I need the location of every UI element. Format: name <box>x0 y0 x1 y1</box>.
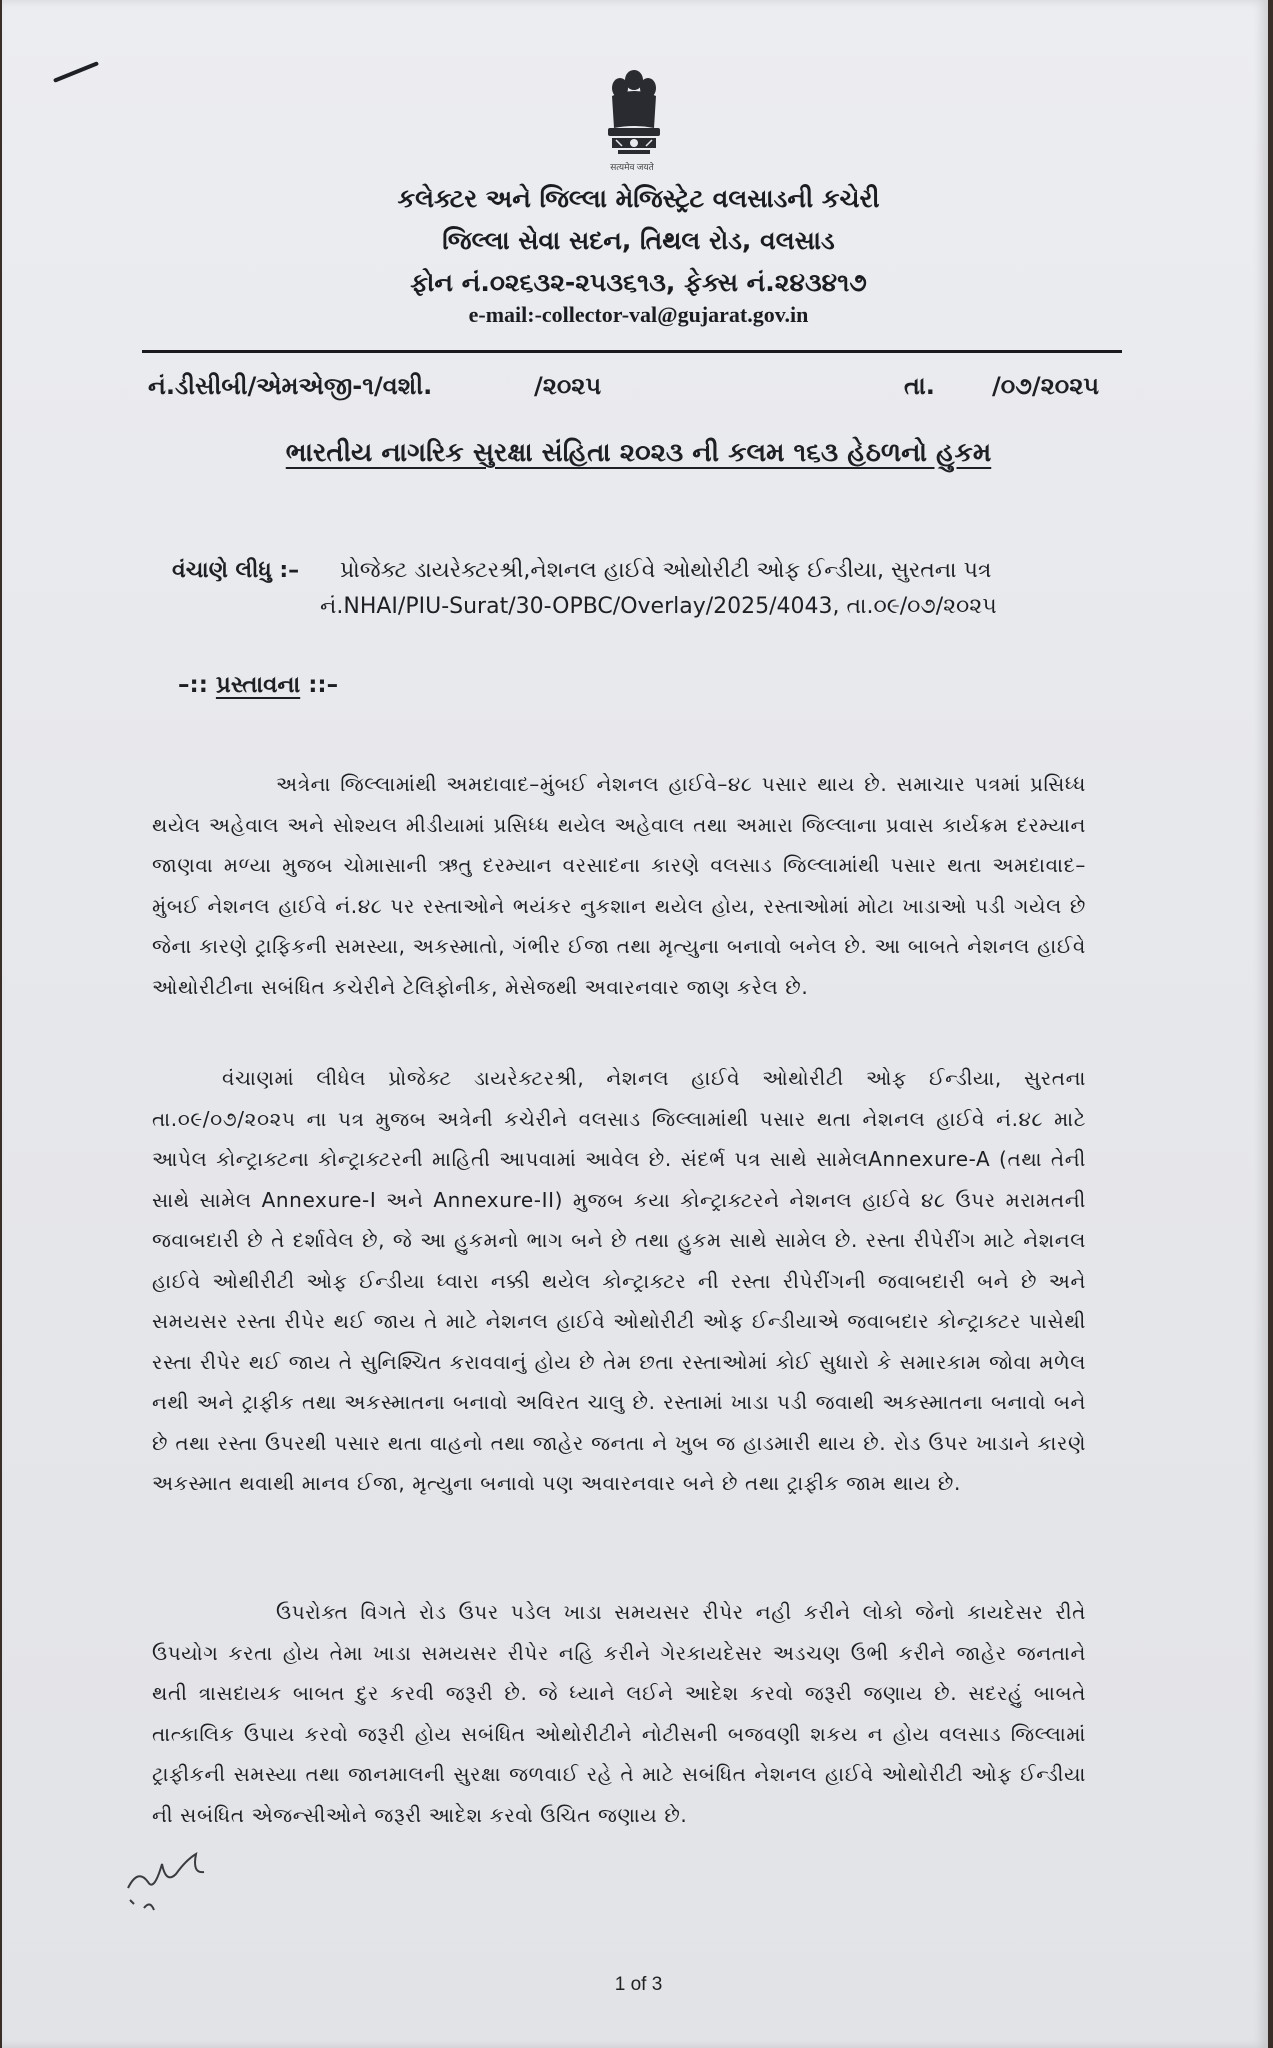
office-address: જિલ્લા સેવા સદન, તિથલ રોડ, વલસાડ <box>442 226 835 255</box>
office-phone-fax: ફોન નં.૦૨૬૩૨-૨૫૩૬૧૩, ફેક્સ નં.૨૪૩૪૧૭ <box>410 268 867 297</box>
pen-mark <box>53 61 99 83</box>
preamble-title: પ્રસ્તાવના <box>215 672 301 698</box>
read-reference-line1: પ્રોજેક્ટ ડાયરેક્ટરશ્રી,નેશનલ હાઈવે ઓથોરીટી ઓફ ઈન્ડીયા, સુરતના પત્ર <box>340 558 992 583</box>
preamble-heading <box>178 672 338 698</box>
reference-number: નં.ડીસીબી/એમએજી-૧/વશી. <box>148 372 433 400</box>
emblem-motto: सत्यमेव जयते <box>610 162 654 172</box>
office-email: e-mail:-collector-val@gujarat.gov.in <box>468 302 809 327</box>
reference-date: /૦૭/૨૦૨૫ <box>992 372 1100 400</box>
document-page <box>2 0 1268 2048</box>
office-name: કલેક્ટર અને જિલ્લા મેજિસ્ટ્રેટ વલસાડની કચેરી <box>397 184 880 213</box>
preamble-prefix: –:: <box>178 672 216 698</box>
reference-year: /૨૦૨૫ <box>534 372 602 400</box>
paragraph-2: વંચાણમાં લીધેલ પ્રોજેક્ટ ડાયરેક્ટરશ્રી, નેશનલ હાઈવે ઓથોરીટી ઓફ ઈન્ડીયા, સુરતના તા.૦૯/૦૭/૨૦૨૫ ના પત્ર મુજબ અત્રેની કચેરીને વલસાડ જિલ્લામાંથી પસાર થતા નેશનલ હાઈવે નં.૪૮ માટે આપેલ કોન્ટ્રાક્ટના કોન્ટ્રાક્ટરની માહિતી આપવામાં આવેલ છે. સંદર્ભ પત્ર સાથે સામેલAnnexure-A (તથા તેની સાથે સામેલ Annexure-I અને Annexure-II) મુજબ કયા કોન્ટ્રાક્ટરને નેશનલ હાઈવે ૪૮ ઉપર મરામતની જવાબદારી છે તે દર્શાવેલ છે, જે આ હુકમનો ભાગ બને છે તથા હુકમ સાથે સામેલ છે. રસ્તા રીપેરીંગ માટે નેશનલ હાઈવે ઓથીરીટી ઓફ ઈન્ડીયા ધ્વારા નક્કી થયેલ કોન્ટ્રાક્ટર ની રસ્તા રીપેરીંગની જવાબદારી બને છે અને સમયસર રસ્તા રીપેર થઈ જાય તે માટે નેશનલ હાઈવે ઓથોરીટી ઓફ ઈન્ડીયાએ જવાબદાર કોન્ટ્રાક્ટર પાસેથી રસ્તા રીપેર થઈ જાય તે સુનિશ્ચિત કરાવવાનું હોય છે તેમ છતા રસ્તાઓમાં કોઈ સુધારો કે સમારકામ જોવા મળેલ નથી અને ટ્રાફીક તથા અકસ્માતના બનાવો અવિરત ચાલુ છે. રસ્તામાં ખાડા પડી જવાથી અકસ્માતના બનાવો બને છે તથા રસ્તા ઉપરથી પસાર થતા વાહનો તથા જાહેર જનતા ને ખુબ જ હાડમારી થાય છે. રોડ ઉપર ખાડાને કારણે અકસ્માત થવાથી માનવ ઈજા, મૃત્યુના બનાવો પણ અવારનવાર બને છે તથા ટ્રાફીક જામ થાય છે. <box>152 1066 1087 1495</box>
read-label: વંચાણે લીધુ :– <box>172 558 300 583</box>
read-reference-line2: નં.NHAI/PIU-Surat/30-OPBC/Overlay/2025/4043, તા.૦૯/૦૭/૨૦૨૫ <box>320 594 997 619</box>
preamble-suffix: ::– <box>300 672 339 698</box>
initials-signature <box>120 1848 240 1918</box>
header-divider <box>142 350 1122 353</box>
date-label: તા. <box>904 372 935 400</box>
paragraph-1: અત્રેના જિલ્લામાંથી અમદાવાદ–મુંબઈ નેશનલ હાઈવે–૪૮ પસાર થાય છે. સમાચાર પત્રમાં પ્રસિધ્ધ થયેલ અહેવાલ અને સોશ્યલ મીડીયામાં પ્રસિધ્ધ થયેલ અહેવાલ તથા અમારા જિલ્લાના પ્રવાસ કાર્યક્રમ દરમ્યાન જાણવા મળ્યા મુજબ ચોમાસાની ઋતુ દરમ્યાન વરસાદના કારણે વલસાડ જિલ્લામાંથી પસાર થતા અમદાવાદ–મુંબઈ નેશનલ હાઈવે નં.૪૮ પર રસ્તાઓને ભયંકર નુકશાન થયેલ હોય, રસ્તાઓમાં મોટા ખાડાઓ પડી ગયેલ છે જેના કારણે ટ્રાફિકની સમસ્યા, અકસ્માતો, ગંભીર ઈજા તથા મૃત્યુના બનાવો બનેલ છે. આ બાબતે નેશનલ હાઈવે ઓથોરીટીના સબંધિત કચેરીને ટેલિફોનીક, મેસેજથી અવારનવાર જાણ કરેલ છે. <box>152 772 1086 999</box>
order-title: ભારતીય નાગરિક સુરક્ષા સંહિતા ૨૦૨૩ ની કલમ ૧૬૩ હેઠળનો હુકમ <box>285 438 992 468</box>
page-number: 1 of 3 <box>614 1974 663 1995</box>
paragraph-3: ઉપરોક્ત વિગતે રોડ ઉપર પડેલ ખાડા સમયસર રીપેર નહી કરીને લોકો જેનો કાયદેસર રીતે ઉપયોગ કરતા હોય તેમા ખાડા સમયસર રીપેર નહિ કરીને ગેરકાયદેસર અડચણ ઉભી કરીને જાહેર જનતાને થતી ત્રાસદાયક બાબત દુર કરવી જરૂરી છે. જે ધ્યાને લઈને આદેશ કરવો જરૂરી જણાય છે. સદરહું બાબતે તાત્કાલિક ઉપાય કરવો જરૂરી હોય સબંધિત ઓથોરીટીને નોટીસની બજવણી શકય ન હોય વલસાડ જિલ્લામાં ટ્રાફીકની સમસ્યા તથા જાનમાલની સુરક્ષા જળવાઈ રહે તે માટે સબંધિત નેશનલ હાઈવે ઓથોરીટી ઓફ ઈન્ડીયા ની સબંધિત એજન્સીઓને જરૂરી આદેશ કરવો ઉચિત જણાય છે. <box>152 1600 1086 1827</box>
